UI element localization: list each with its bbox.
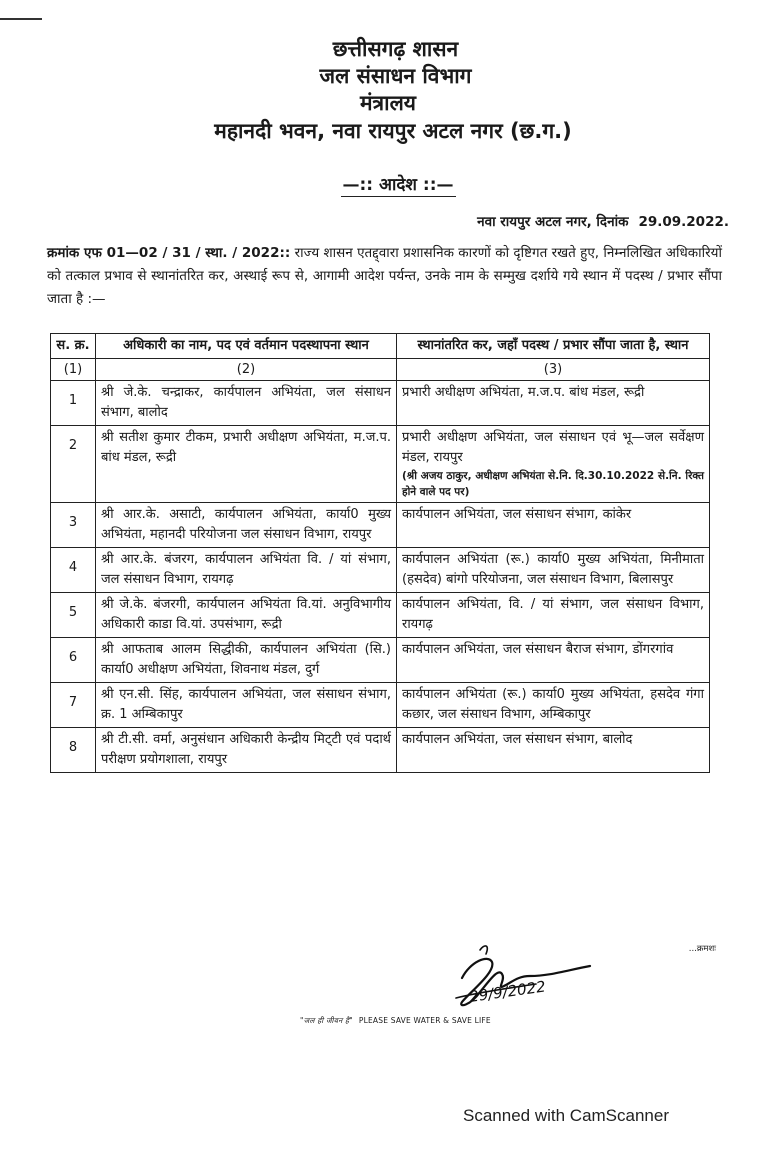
table-row (51, 426, 710, 503)
col-number-3: (3) (397, 359, 710, 381)
table-row (51, 503, 710, 548)
ministry-name: मंत्रालय (359, 91, 416, 115)
table-row (51, 548, 710, 593)
transfer-table (50, 333, 710, 773)
row-note: (श्री अजय ठाकुर, अधीक्षण अभियंता से.नि. दि.30.10.2022 से.नि. रिक्त होने वाले पद पर) (402, 470, 704, 498)
footer-hindi: "जल ही जीवन है" (300, 1016, 353, 1025)
header-sn: स. क्र. (51, 334, 96, 359)
row-transfer: प्रभारी अधीक्षण अभियंता, म.ज.प. बांध मंडल, रूद्री (397, 381, 710, 426)
table-row (51, 381, 710, 426)
row-transfer-cell (397, 426, 710, 503)
order-reference: क्रमांक एफ 01—02 / 31 / स्था. / 2022:: (47, 245, 291, 261)
col-number-2: (2) (96, 359, 397, 381)
row-officer: श्री जे.के. बंजरगी, कार्यपालन अभियंता वि.यां. अनुविभागीय अधिकारी काडा वि.यां. उपसंभाग, रूद्री (96, 593, 397, 638)
row-officer: श्री टी.सी. वर्मा, अनुसंधान अधिकारी केन्द्रीय मिट्‌टी एवं पदार्थ परीक्षण प्रयोगशाला, रायपुर (96, 728, 397, 773)
column-number-row (51, 359, 710, 381)
row-sn: 5 (51, 593, 96, 638)
scan-edge-mark (0, 18, 42, 20)
date-line (477, 212, 729, 230)
office-address: महानदी भवन, नवा रायपुर अटल नगर (छ.ग.) (214, 119, 572, 143)
row-officer: श्री जे.के. चन्द्राकर, कार्यपालन अभियंता, जल संसाधन संभाग, बालोद (96, 381, 397, 426)
letterhead (0, 36, 771, 145)
header-officer: अधिकारी का नाम, पद एवं वर्तमान पदस्थापना स्थान (96, 334, 397, 359)
row-sn: 3 (51, 503, 96, 548)
govt-name: छत्तीसगढ़ शासन (332, 37, 459, 61)
row-officer: श्री सतीश कुमार टीकम, प्रभारी अधीक्षण अभियंता, म.ज.प. बांध मंडल, रूद्री (96, 426, 397, 503)
row-transfer: कार्यपालन अभियंता, जल संसाधन संभाग, कांकेर (397, 503, 710, 548)
signature-image (440, 940, 600, 1015)
continued-marker: ...क्रमशः (688, 944, 716, 954)
row-officer: श्री आर.के. बंजरग, कार्यपालन अभियंता वि. / यां संभाग, जल संसाधन विभाग, रायगढ़ (96, 548, 397, 593)
col-number-1: (1) (51, 359, 96, 381)
table-row (51, 593, 710, 638)
svg-text:29/9/2022: 29/9/2022 (468, 977, 547, 1006)
table-row (51, 638, 710, 683)
row-transfer: कार्यपालन अभियंता, जल संसाधन संभाग, बालोद (397, 728, 710, 773)
row-transfer: कार्यपालन अभियंता (रू.) कार्या0 मुख्य अभियंता, हसदेव गंगा कछार, जल संसाधन विभाग, अम्बिकापुर (397, 683, 710, 728)
order-date: 29.09.2022. (638, 214, 729, 230)
row-sn: 2 (51, 426, 96, 503)
row-transfer: कार्यपालन अभियंता, वि. / यां संभाग, जल संसाधन विभाग, रायगढ़ (397, 593, 710, 638)
footer-english: PLEASE SAVE WATER & SAVE LIFE (358, 1016, 491, 1025)
row-sn: 7 (51, 683, 96, 728)
row-sn: 4 (51, 548, 96, 593)
table-row (51, 683, 710, 728)
table-header-row (51, 334, 710, 359)
order-title-text: —:: आदेश ::— (342, 175, 454, 195)
table-row (51, 728, 710, 773)
row-transfer: प्रभारी अधीक्षण अभियंता, जल संसाधन एवं भू—जल सर्वेक्षण मंडल, रायपुर (402, 430, 704, 465)
order-paragraph (47, 242, 722, 311)
row-sn: 1 (51, 381, 96, 426)
row-sn: 6 (51, 638, 96, 683)
row-transfer: कार्यपालन अभियंता (रू.) कार्या0 मुख्य अभियंता, मिनीमाता (हसदेव) बांगो परियोजना, जल संसाधन विभाग, बिलासपुर (397, 548, 710, 593)
department-name: जल संसाधन विभाग (319, 64, 472, 88)
row-transfer: कार्यपालन अभियंता, जल संसाधन बैराज संभाग, डोंगरगांव (397, 638, 710, 683)
date-place: नवा रायपुर अटल नगर, दिनांक (477, 214, 629, 230)
header-transfer: स्थानांतरित कर, जहाँ पदस्थ / प्रभार सौंपा जाता है, स्थान (397, 334, 710, 359)
camscanner-watermark: Scanned with CamScanner (463, 1106, 670, 1125)
row-officer: श्री आर.के. असाटी, कार्यपालन अभियंता, कार्या0 मुख्य अभियंता, महानदी परियोजना जल संसाधन विभाग, रायपुर (96, 503, 397, 548)
footer-slogan (300, 1016, 491, 1026)
order-body: राज्य शासन एतद्द्वारा प्रशासनिक कारणों को दृष्टिगत रखते हुए, निम्नलिखित अधिकारियों को तत्काल प्रभाव से स्थानांतरित कर, अस्थाई रूप से, आगामी आदेश पर्यन्त, उनके नाम के सम्मुख दर्शाये गये स्थान में पदस्थ / प्रभार सौंपा जाता है :— (47, 245, 722, 307)
row-sn: 8 (51, 728, 96, 773)
row-officer: श्री आफताब आलम सिद्धीकी, कार्यपालन अभियंता (सि.) कार्या0 अधीक्षण अभियंता, शिवनाथ मंडल, दुर्ग (96, 638, 397, 683)
row-officer: श्री एन.सी. सिंह, कार्यपालन अभियंता, जल संसाधन संभाग, क्र. 1 अम्बिकापुर (96, 683, 397, 728)
order-title (0, 172, 771, 195)
